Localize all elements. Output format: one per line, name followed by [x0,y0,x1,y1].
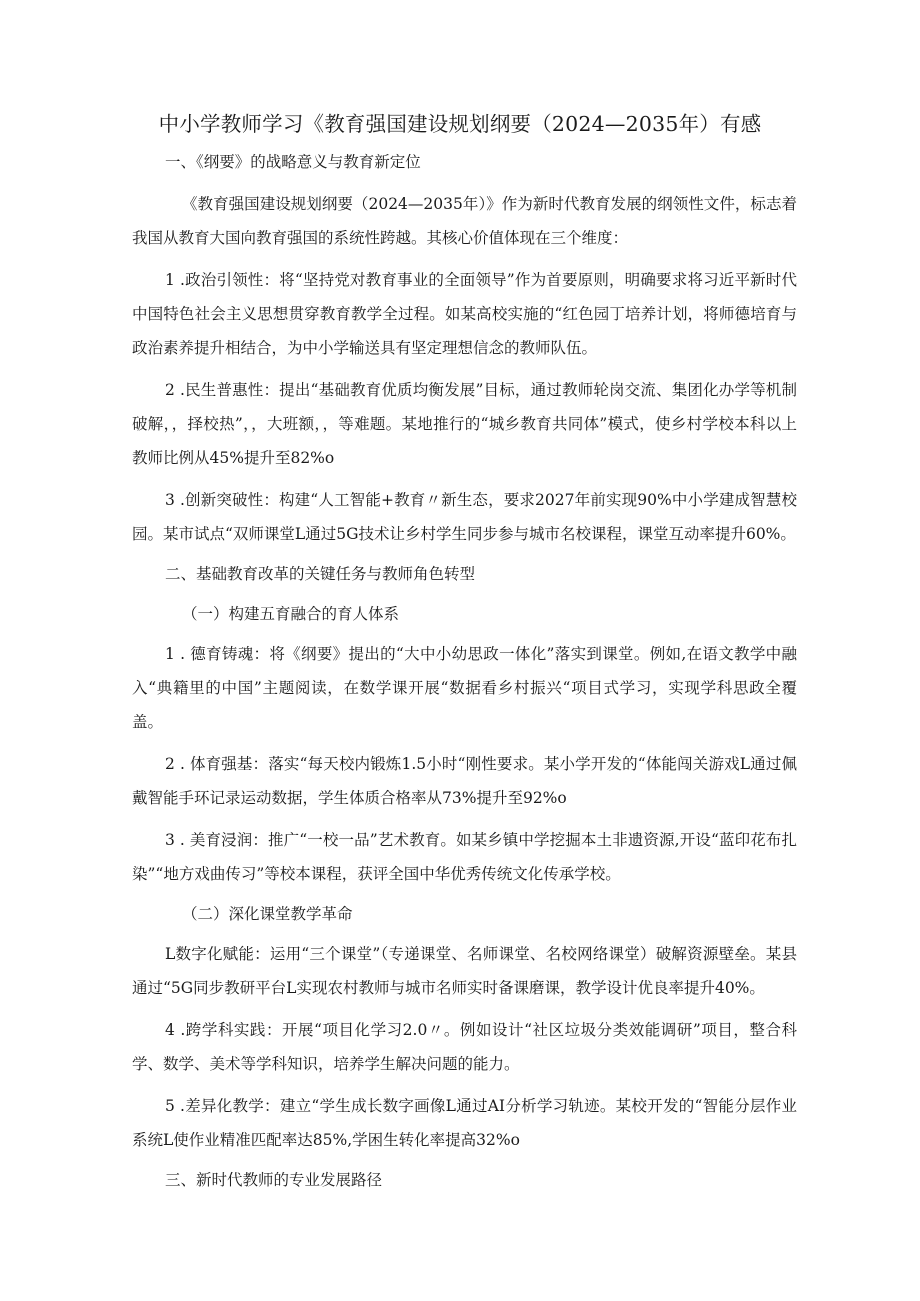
paragraph-innovation: 3 .创新突破性：构建“人工智能+教育〃新生态，要求2027年前实现90%中小学建成智慧校园。某市试点“双师课堂L通过5G技术让乡村学生同步参与城市名校课程，课堂互动率提升60%。 [132,491,797,543]
paragraph-political-leadership: 1 .政治引领性：将“坚持党对教育事业的全面领导”作为首要原则，明确要求将习近平新时代中国特色社会主义思想贯穿教育教学全过程。如某高校实施的“红色园丁培养计划，将师德培育与政治素养提升相结合，为中小学输送具有坚定理想信念的教师队伍。 [132,271,797,357]
paragraph-public-benefit: 2 .民生普惠性：提出“基础教育优质均衡发展”目标，通过教师轮岗交流、集团化办学等机制破解，，择校热”，，大班额，，等难题。某地推行的“城乡教育共同体”模式，使乡村学校本科以上教师比例从45%提升至82%o [132,381,797,467]
paragraph-interdisciplinary: 4 .跨学科实践：开展“项目化学习2.0〃。例如设计“社区垃圾分类效能调研”项目，整合科学、数学、美术等学科知识，培养学生解决问题的能力。 [132,1021,797,1073]
section-heading-3: 三、新时代教师的专业发展路径 [165,1171,383,1189]
document-title: 中小学教师学习《教育强国建设规划纲要（2024—2035年）有感 [158,112,762,136]
paragraph-aesthetic-education: 3 . 美育浸润：推广“一校一品”艺术教育。如某乡镇中学挖掘本土非遗资源,开设“蓝印花布扎染”“地方戏曲传习”等校本课程，获评全国中华优秀传统文化传承学校。 [132,831,797,883]
paragraph-digital-empowerment: L数字化赋能：运用“三个课堂”（专递课堂、名师课堂、名校网络课堂）破解资源壁垒。某县通过“5G同步教研平台L实现农村教师与城市名师实时备课磨课，教学设计优良率提升40%。 [132,945,797,997]
paragraph-physical-education: 2 . 体育强基：落实“每天校内锻炼1.5小时“刚性要求。某小学开发的“体能闯关游戏L通过佩戴智能手环记录运动数据，学生体质合格率从73%提升至92%o [132,755,797,807]
section-heading-1: 一、《纲要》的战略意义与教育新定位 [165,153,421,171]
paragraph-differentiated: 5 .差异化教学：建立“学生成长数字画像L通过AI分析学习轨迹。某校开发的“智能分层作业系统L使作业精准匹配率达85%,学困生转化率提高32%o [132,1097,797,1149]
subsection-heading-2: （二）深化课堂教学革命 [182,905,353,923]
section-heading-2: 二、基础教育改革的关键任务与教师角色转型 [165,565,476,583]
subsection-heading-1: （一）构建五育融合的育人体系 [182,605,400,623]
paragraph-intro: 《教育强国建设规划纲要（2024—2035年）》作为新时代教育发展的纲领性文件，标志着我国从教育大国向教育强国的系统性跨越。其核心价值体现在三个维度： [132,195,797,247]
document-body [132,145,797,1197]
paragraph-moral-education: 1 . 德育铸魂：将《纲要》提出的“大中小幼思政一体化”落实到课堂。例如,在语文教学中融入“典籍里的中国”主题阅读，在数学课开展“数据看乡村振兴“项目式学习，实现学科思政全覆盖。 [132,645,797,731]
